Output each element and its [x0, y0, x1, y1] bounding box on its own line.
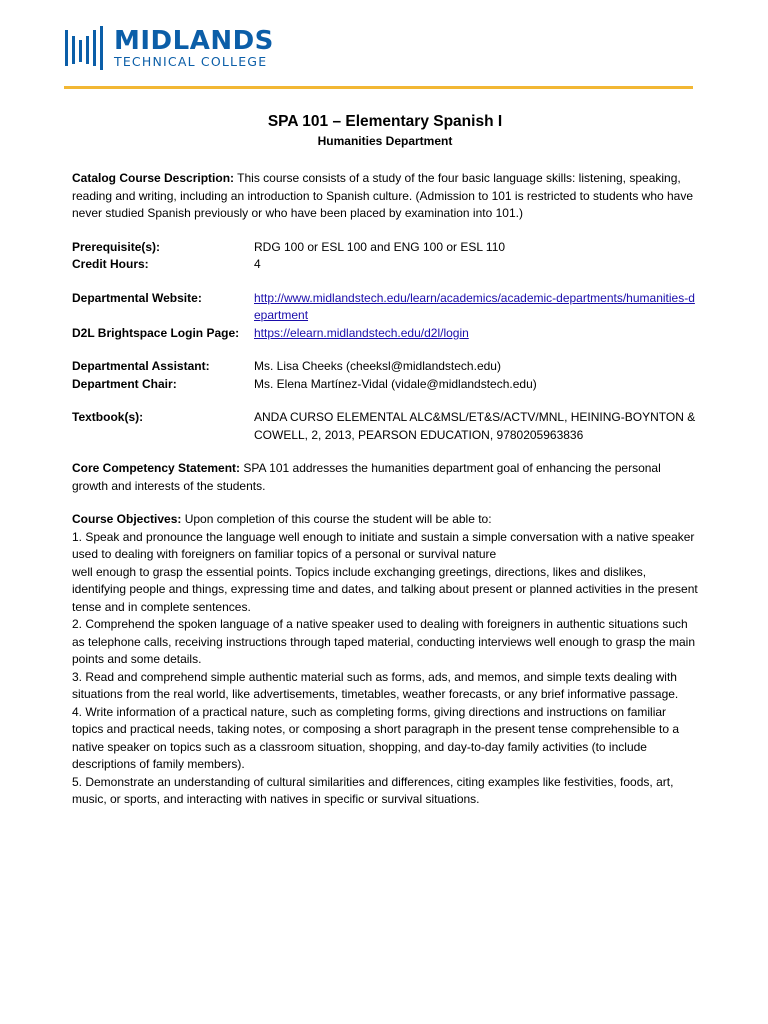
textbook-value: ANDA CURSO ELEMENTAL ALC&MSL/ET&S/ACTV/MNL, HEINING-BOYNTON & COWELL, 2, 2013, PEARSON EDUCATION, 9780205963836	[254, 410, 696, 442]
chair-label: Department Chair:	[72, 376, 177, 391]
objective-item: 3. Read and comprehend simple authentic material such as forms, ads, and memos, and simple texts dealing with situations from the real world, like advertisements, timetables, weather forecasts, or any brief informative passage.	[72, 669, 679, 701]
catalog-label: Catalog Course Description:	[72, 171, 235, 185]
prereq-block	[72, 239, 698, 274]
links-block	[72, 290, 698, 343]
competency-statement	[72, 460, 698, 495]
chair-value: Ms. Elena Martínez-Vidal (vidale@midlandstech.edu)	[254, 376, 537, 391]
course-objectives	[72, 511, 698, 809]
objective-item: 1. Speak and pronounce the language well enough to initiate and sustain a simple conversation with a native speaker used to dealing with foreigners on familiar topics of a personal or survival nature	[72, 529, 695, 561]
d2l-row	[72, 325, 698, 343]
college-logo	[64, 26, 274, 70]
d2l-label: D2L Brightspace Login Page:	[72, 325, 240, 340]
assistant-row	[72, 358, 698, 376]
competency-label: Core Competency Statement:	[72, 461, 241, 475]
logo-name: MIDLANDS	[114, 26, 274, 56]
syllabus-document	[72, 112, 698, 809]
objective-item: 2. Comprehend the spoken language of a native speaker used to dealing with foreigners in authentic situations such as telephone calls, receiving instructions through taped material, conducting interviews well enough to grasp the main points and some details.	[72, 617, 696, 666]
midlands-logo-icon	[64, 26, 106, 70]
catalog-text: This course consists of a study of the four basic language skills: listening, speaking, reading and writing, including an introduction to Spanish culture. (Admission to 101 is restricted to students who have never studied Spanish previously or who have been placed by examination into 101.)	[72, 171, 694, 220]
objectives-intro: Upon completion of this course the student will be able to:	[181, 512, 492, 526]
objectives-heading	[72, 511, 698, 529]
objectives-label: Course Objectives:	[72, 512, 182, 526]
prereq-value: RDG 100 or ESL 100 and ENG 100 or ESL 110	[254, 239, 506, 254]
prereq-label: Prerequisite(s):	[72, 239, 161, 254]
textbook-block	[72, 409, 698, 444]
website-label: Departmental Website:	[72, 290, 202, 305]
d2l-link[interactable]: https://elearn.midlandstech.edu/d2l/login	[254, 325, 469, 340]
header-rule	[64, 86, 693, 89]
credit-value: 4	[254, 257, 261, 271]
textbook-row	[72, 409, 698, 444]
chair-row	[72, 376, 698, 394]
department-name: Humanities Department	[317, 134, 453, 148]
objective-item: 4. Write information of a practical nature, such as completing forms, giving directions and instructions on familiar topics and practical needs, taking notes, or composing a short paragraph in the present tense comprehensible to a native speaker on topics such as a classroom situation, shopping, and day-to-day family activities (to include descriptions of family members).	[72, 704, 680, 771]
website-link[interactable]: http://www.midlandstech.edu/learn/academics/academic-departments/humanities-department	[254, 290, 695, 322]
course-title: SPA 101 – Elementary Spanish I	[267, 113, 503, 130]
textbook-label: Textbook(s):	[72, 410, 144, 424]
logo-subtitle: TECHNICAL COLLEGE	[114, 54, 268, 69]
objective-item: well enough to grasp the essential points. Topics include exchanging greetings, directions, likes and dislikes, identifying people and things, expressing time and dates, and talking about present or planned activities in the present tense and in complete sentences.	[72, 564, 698, 614]
assistant-label: Departmental Assistant:	[72, 359, 210, 373]
catalog-description	[72, 170, 698, 223]
credit-label: Credit Hours:	[72, 257, 149, 271]
credit-row	[72, 256, 698, 274]
prereq-row	[72, 239, 698, 257]
competency-text: SPA 101 addresses the humanities department goal of enhancing the personal growth and interests of the students.	[72, 461, 661, 493]
staff-block	[72, 358, 698, 393]
assistant-value: Ms. Lisa Cheeks (cheeksl@midlandstech.edu)	[254, 359, 501, 373]
website-row	[72, 290, 698, 325]
objective-item: 5. Demonstrate an understanding of cultural similarities and differences, citing examples like festivities, foods, art, music, or sports, and interacting with natives in specific or survival situations.	[72, 774, 674, 806]
